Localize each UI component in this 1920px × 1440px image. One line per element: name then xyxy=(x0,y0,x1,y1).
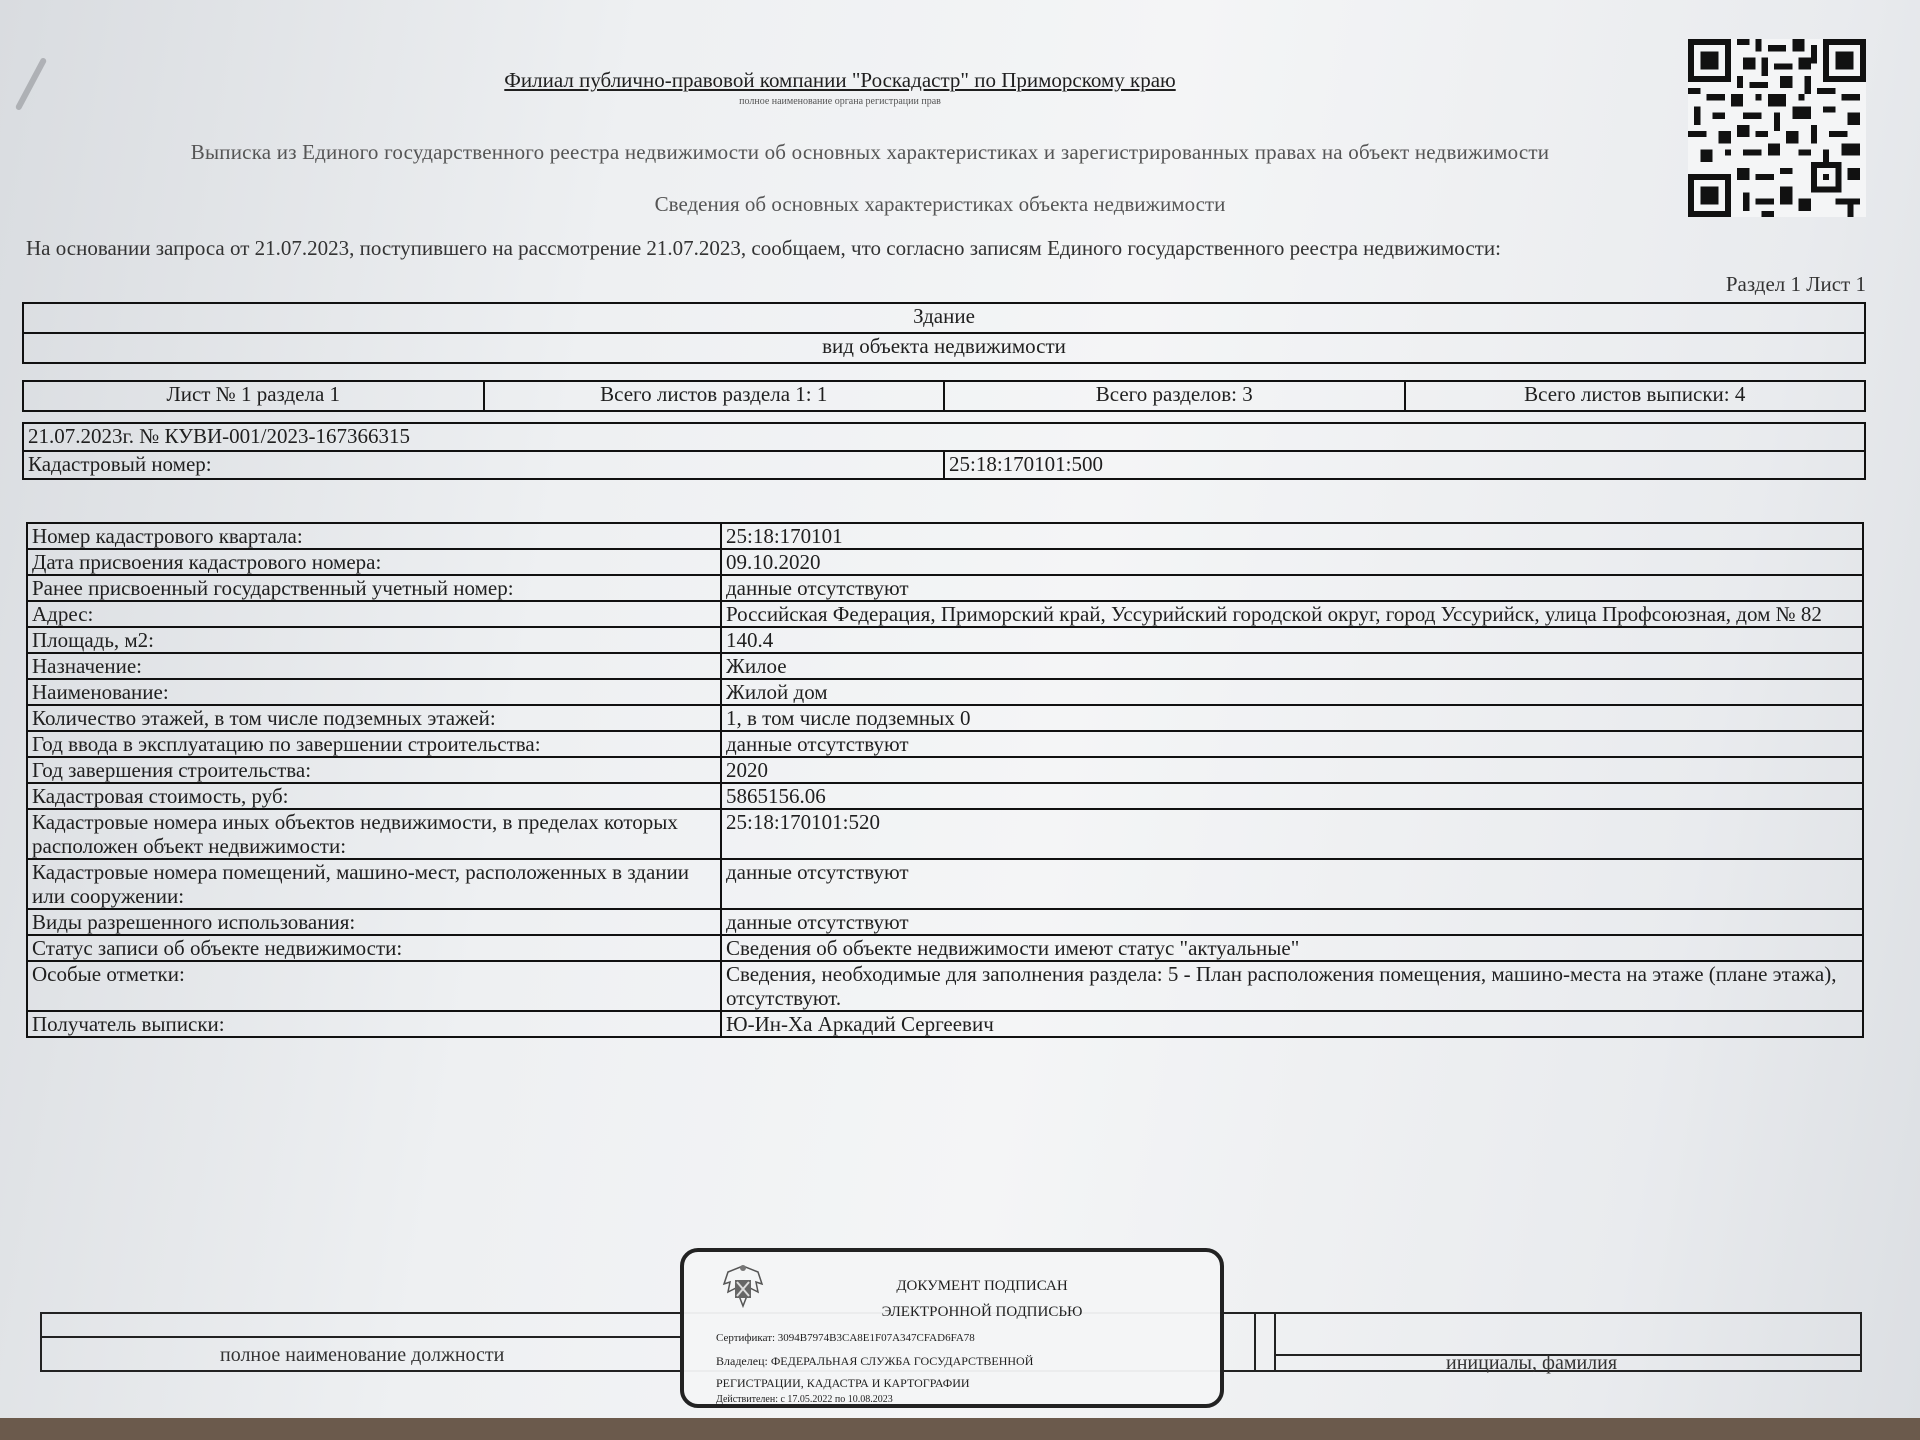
property-label: Количество этажей, в том числе подземных этажей: xyxy=(27,705,721,731)
property-value: 09.10.2020 xyxy=(721,549,1863,575)
property-label: Ранее присвоенный государственный учетный номер: xyxy=(27,575,721,601)
property-value: Жилой дом xyxy=(721,679,1863,705)
property-label: Кадастровые номера иных объектов недвижимости, в пределах которых расположен объект недвижимости: xyxy=(27,809,721,859)
property-label: Год ввода в эксплуатацию по завершении строительства: xyxy=(27,731,721,757)
property-value: Сведения об объекте недвижимости имеют статус "актуальные" xyxy=(721,935,1863,961)
property-label: Назначение: xyxy=(27,653,721,679)
total-extract-sheets: Всего листов выписки: 4 xyxy=(1405,381,1866,411)
property-row xyxy=(27,961,1863,1011)
property-value: 2020 xyxy=(721,757,1863,783)
stamp-owner-line1: Владелец: ФЕДЕРАЛЬНАЯ СЛУЖБА ГОСУДАРСТВЕННОЙ xyxy=(716,1354,1034,1368)
property-row xyxy=(27,783,1863,809)
property-value: Жилое xyxy=(721,653,1863,679)
property-label: Получатель выписки: xyxy=(27,1011,721,1037)
property-row xyxy=(27,549,1863,575)
property-row xyxy=(27,809,1863,859)
property-label: Адрес: xyxy=(27,601,721,627)
property-value: Сведения, необходимые для заполнения раздела: 5 - План расположения помещения, машино-места на этаже (плане этажа), отсутствуют. xyxy=(721,961,1863,1011)
property-row xyxy=(27,1011,1863,1037)
electronic-signature-stamp xyxy=(680,1248,1224,1408)
record-table xyxy=(22,422,1866,480)
property-row xyxy=(27,757,1863,783)
total-section-sheets: Всего листов раздела 1: 1 xyxy=(484,381,945,411)
property-row xyxy=(27,653,1863,679)
property-label: Наименование: xyxy=(27,679,721,705)
property-value: 25:18:170101:520 xyxy=(721,809,1863,859)
property-row xyxy=(27,909,1863,935)
basis-text: На основании запроса от 21.07.2023, поступившего на рассмотрение 21.07.2023, сообщаем, что согласно записям Единого государственного реестра недвижимости: xyxy=(26,236,1501,260)
org-caption: полное наименование органа регистрации прав xyxy=(739,96,941,107)
property-row xyxy=(27,859,1863,909)
object-type-value: Здание xyxy=(23,303,1865,333)
object-type-table xyxy=(22,302,1866,364)
property-value: Российская Федерация, Приморский край, Уссурийский городской округ, город Уссурийск, улица Профсоюзная, дом № 82 xyxy=(721,601,1863,627)
cadastral-number-label: Кадастровый номер: xyxy=(23,451,944,479)
sheets-table xyxy=(22,380,1866,412)
property-row xyxy=(27,731,1863,757)
org-title: Филиал публично-правовой компании "Роскадастр" по Приморскому краю xyxy=(504,68,1176,92)
property-label: Номер кадастрового квартала: xyxy=(27,523,721,549)
cadastral-number-value: 25:18:170101:500 xyxy=(944,451,1865,479)
property-value: 1, в том числе подземных 0 xyxy=(721,705,1863,731)
property-row xyxy=(27,575,1863,601)
info-title: Сведения об основных характеристиках объекта недвижимости xyxy=(654,192,1226,216)
property-label: Виды разрешенного использования: xyxy=(27,909,721,935)
property-value: данные отсутствуют xyxy=(721,909,1863,935)
total-sections: Всего разделов: 3 xyxy=(944,381,1405,411)
property-label: Особые отметки: xyxy=(27,961,721,1011)
stamp-owner-line2: РЕГИСТРАЦИИ, КАДАСТРА И КАРТОГРАФИИ xyxy=(716,1376,970,1390)
property-row xyxy=(27,627,1863,653)
pen-mark xyxy=(15,57,48,111)
property-label: Статус записи об объекте недвижимости: xyxy=(27,935,721,961)
property-row xyxy=(27,601,1863,627)
property-label: Дата присвоения кадастрового номера: xyxy=(27,549,721,575)
qr-code-icon xyxy=(1688,38,1866,218)
record-date-number: 21.07.2023г. № КУВИ-001/2023-167366315 xyxy=(23,423,1865,451)
object-type-caption: вид объекта недвижимости xyxy=(23,333,1865,363)
property-row xyxy=(27,935,1863,961)
stamp-valid: Действителен: с 17.05.2022 по 10.08.2023 xyxy=(716,1394,893,1405)
property-row xyxy=(27,523,1863,549)
property-label: Площадь, м2: xyxy=(27,627,721,653)
section-sheet-label: Раздел 1 Лист 1 xyxy=(1725,272,1866,296)
property-value: 5865156.06 xyxy=(721,783,1863,809)
stamp-certificate: Сертификат: 3094B7974B3CA8E1F07A347CFAD6FA78 xyxy=(716,1332,975,1344)
property-value: данные отсутствуют xyxy=(721,575,1863,601)
stamp-line1: ДОКУМЕНТ ПОДПИСАН xyxy=(896,1278,1068,1294)
property-value: данные отсутствуют xyxy=(721,731,1863,757)
position-caption: полное наименование должности xyxy=(220,1344,505,1366)
property-value: данные отсутствуют xyxy=(721,859,1863,909)
property-row xyxy=(27,679,1863,705)
property-label: Кадастровая стоимость, руб: xyxy=(27,783,721,809)
property-label: Кадастровые номера помещений, машино-мест, расположенных в здании или сооружении: xyxy=(27,859,721,909)
property-value: 25:18:170101 xyxy=(721,523,1863,549)
property-label: Год завершения строительства: xyxy=(27,757,721,783)
property-row xyxy=(27,705,1863,731)
fio-caption: инициалы, фамилия xyxy=(1446,1352,1618,1374)
sheet-number: Лист № 1 раздела 1 xyxy=(23,381,484,411)
extract-title: Выписка из Единого государственного реестра недвижимости об основных характеристиках и зарегистрированных правах на объект недвижимости xyxy=(190,140,1550,164)
properties-table xyxy=(26,522,1864,1038)
property-value: Ю-Ин-Ха Аркадий Сергеевич xyxy=(721,1011,1863,1037)
stamp-line2: ЭЛЕКТРОННОЙ ПОДПИСЬЮ xyxy=(881,1304,1083,1320)
property-value: 140.4 xyxy=(721,627,1863,653)
